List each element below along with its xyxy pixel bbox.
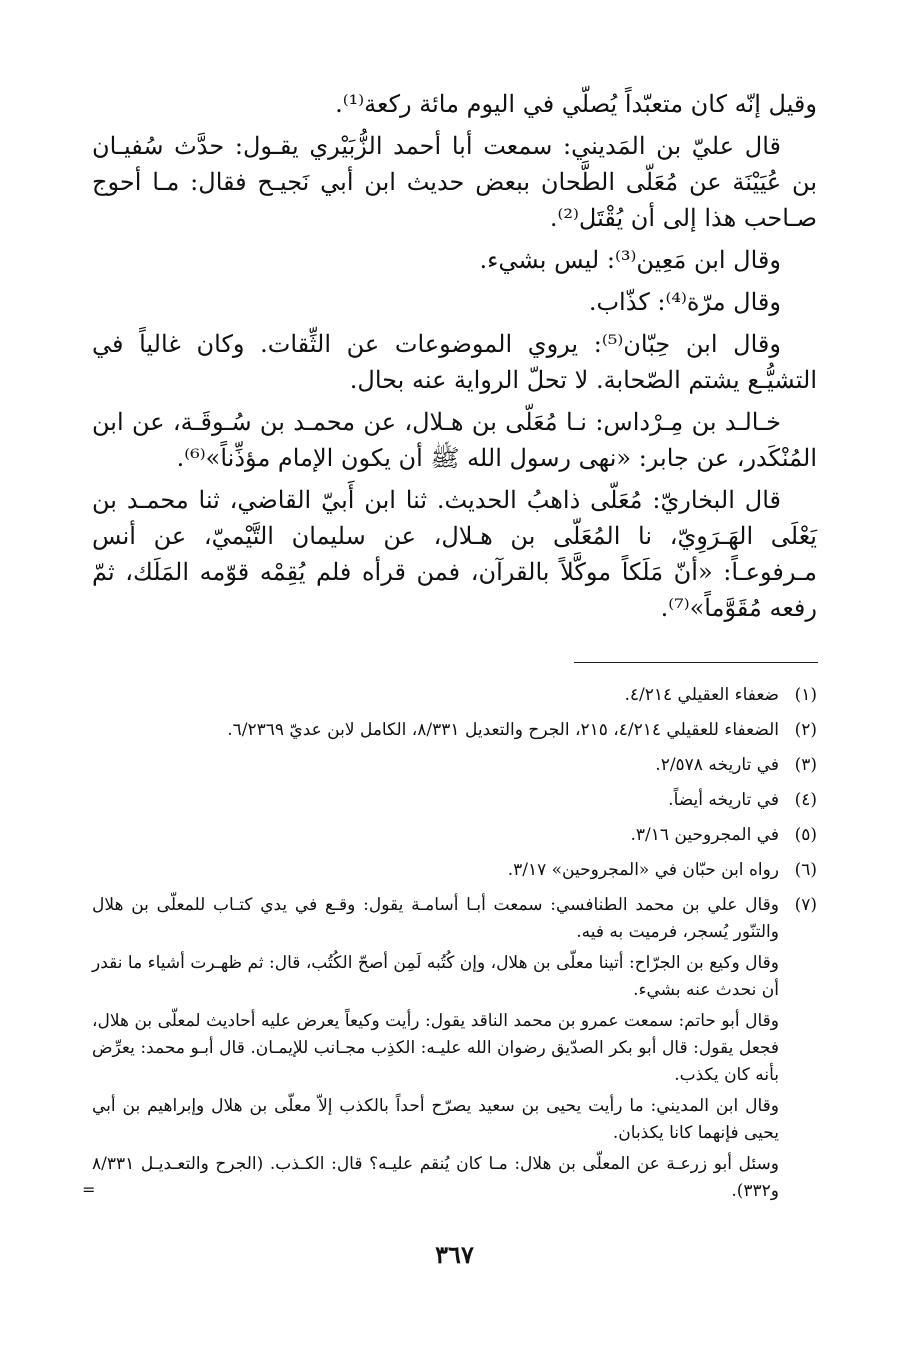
- paragraph: وقال مرّة⁽⁴⁾: كذّاب.: [588, 288, 781, 316]
- footnote-text: وقال علي بن محمد الطنافسي: سمعت أبـا أسامـة يقول: وقـع في يدي كتـاب للمعلّى بن هلال والتنّور يُسجر، فرميت به فيه.: [92, 895, 779, 942]
- footnote-number: (٤): [794, 790, 817, 810]
- footnote: [92, 682, 817, 713]
- footnote-text: رواه ابن حبّان في «المجروحين» ٣/١٧.: [507, 860, 779, 880]
- footnote-number: (٦): [794, 860, 817, 880]
- footnote-number: (٧): [794, 895, 817, 915]
- paragraph: قال عليّ بن المَديني: سمعت أبا أحمد الزُّبَيْري يقـول: حدَّث سُفيـان بن عُيَيْنَة عن مُعَلّى الطَّحان ببعض حديث ابن أبي نَجيـح فقال: مـا أحوج صـاحب هذا إلى أن يُقْتَل⁽²⁾.: [92, 132, 817, 232]
- page-number: ٣٦٧: [435, 1240, 474, 1269]
- footnote: [92, 822, 817, 853]
- footnote-text: وقال وكيع بن الجرّاح: أتينا معلّى بن هلال، وإن كُتُبه لَمِن أصحّ الكُتُب، قال: ثم ظهـرت أشياء ما نقدر أن نحدث عنه بشيء.: [92, 953, 779, 1000]
- footnote-text: في المجروحين ٣/١٦.: [630, 825, 779, 845]
- footnote-text: وسئل أبو زرعـة عن المعلّى بن هلال: مـا كان يُنقم عليـه؟ قال: الكـذب. (الجرح والتعـديـل ٨/٣٣١ و٣٣٢).: [92, 1154, 779, 1201]
- footnote-text: ضعفاء العقيلي ٤/٢١٤.: [624, 685, 779, 705]
- footnote-text: وقال أبو حاتم: سمعت عمرو بن محمد الناقد يقول: رأيت وكيعاً يعرض عليه أحاديث لمعلّى بن هلال، فجعل يقول: قال أبو بكر الصدّيق رضوان الله عليـه: الكذِب مجـانب للإيمـان. قال أبـو محمد: يعرِّض بأنه كان يكذب.: [92, 1011, 779, 1085]
- footnote: [92, 752, 817, 783]
- paragraph: قال البخاريّ: مُعَلّى ذاهبُ الحديث. ثنا ابن أَبيّ القاضي، ثنا محمـد بن يَعْلَى الهَـرَوِيّ، نا المُعَلّى بن هـلال، عن سليمان التَّيْميّ، عن أنس مـرفوعـاً: «أنّ مَلَكاً موكَّلاً بالقرآن، فمن قرأه فلم يُقِمْه قوّمه المَلَك، ثمّ رفعه مُقَوَّماً»⁽⁷⁾.: [92, 486, 817, 622]
- footnote-number: (٥): [794, 825, 817, 845]
- footnote-text: في تاريخه ٢/٥٧٨.: [655, 755, 779, 775]
- footnote-number: (١): [794, 685, 817, 705]
- paragraph: خـالـد بن مِـرْداس: نـا مُعَلّى بن هـلال، عن محمـد بن سُـوقَـة، عن ابن المُنْكَدر، عن جابر: «نهى رسول الله ﷺ أن يكون الإمام مؤذِّناً»⁽⁶⁾.: [92, 408, 817, 472]
- footnote: [92, 892, 817, 1209]
- footnote: [92, 787, 817, 818]
- footnote: [92, 857, 817, 888]
- footnote-text: وقال ابن المديني: ما رأيت يحيى بن سعيد يصرّح أحداً بالكذب إلاّ معلّى بن هلال وإبراهيم بن أبي يحيى فإنهما كانا يكذبان.: [92, 1096, 779, 1143]
- main-text: [92, 86, 817, 632]
- paragraph: وقال ابن مَعِين⁽³⁾: ليس بشيء.: [479, 246, 781, 274]
- paragraph: وقيل إنّه كان متعبّداً يُصلّي في اليوم مائة ركعة⁽¹⁾.: [335, 90, 817, 118]
- footnote: [92, 717, 817, 748]
- paragraph: وقال ابن حِبّان⁽⁵⁾: يروي الموضوعات عن الثِّقات. وكان غالياً في التشيُّـع يشتم الصّحابة. لا تحلّ الرواية عنه بحال.: [92, 330, 817, 394]
- margin-mark: =: [82, 1180, 96, 1199]
- footnote-number: (٢): [794, 720, 817, 740]
- footnote-number: (٣): [794, 755, 817, 775]
- footnote-text: في تاريخه أيضاً.: [668, 790, 779, 810]
- footnotes: [92, 682, 817, 1213]
- footnote-divider: [574, 662, 818, 663]
- footnote-text: الضعفاء للعقيلي ٤/٢١٤، ٢١٥، الجرح والتعديل ٨/٣٣١، الكامل لابن عديّ ٦/٢٣٦٩.: [227, 720, 779, 740]
